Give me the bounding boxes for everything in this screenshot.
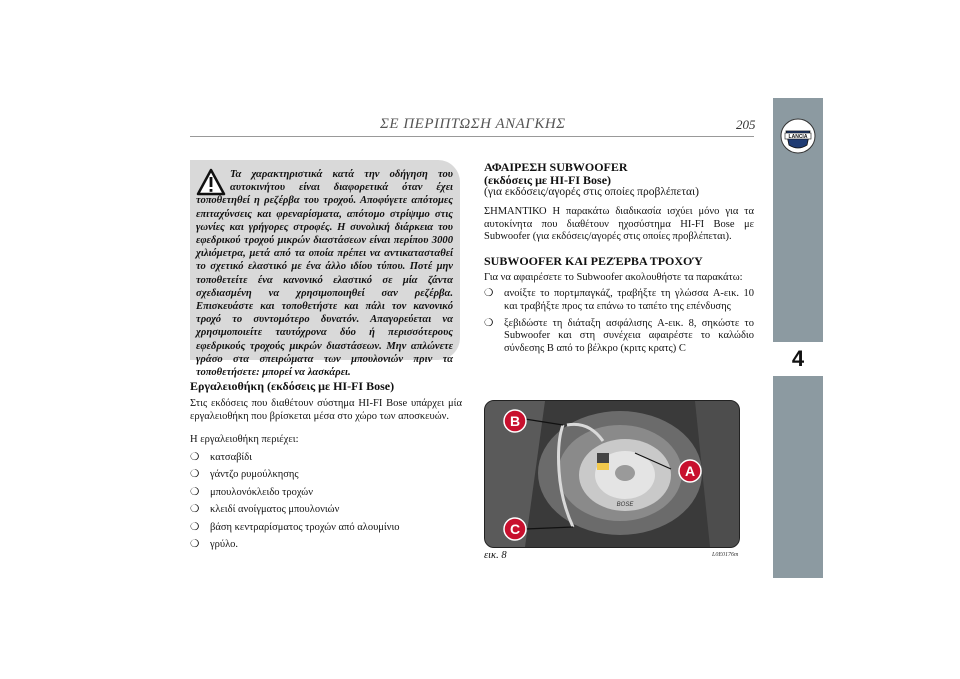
figure-caption: εικ. 8 — [484, 550, 507, 561]
list-item: ❍ γάντζο ρυμούλκησης — [190, 469, 299, 481]
bose-brand: BOSE — [616, 502, 634, 508]
toolkit-contains: Η εργαλειοθήκη περιέχει: — [190, 434, 299, 445]
chapter-number: 4 — [773, 342, 823, 376]
list-item: ❍ κατσαβίδι — [190, 452, 253, 463]
svg-text:A: A — [684, 463, 696, 479]
header-rule — [190, 136, 754, 137]
list-item: ❍ μπουλονόκλειδο τροχών — [190, 486, 313, 498]
list-item: ❍ ξεβιδώστε τη διάταξη ασφάλισης A-εικ. 8, σηκώστε το Subwoofer και στη συνέχεια αφαιρέστε το καλώδιο σύνδεσης B από το βέλκρο (κριτς κρατς) C — [484, 317, 754, 354]
toolkit-list — [190, 452, 462, 556]
toolkit-title: Εργαλειοθήκη (εκδόσεις με HI-FI Bose) — [190, 379, 395, 393]
toolkit-intro: Στις εκδόσεις που διαθέτουν σύστημα HI-FI Bose υπάρχει μία εργαλειοθήκη που βρίσκεται μέσα στο χώρο των αποσκευών. — [190, 398, 462, 422]
svg-text:B: B — [509, 413, 521, 429]
subwoofer-title-versions: (εκδόσεις με HI-FI Bose) — [484, 173, 612, 187]
label-b — [504, 410, 526, 432]
logo-text: LANCIA — [788, 134, 808, 140]
list-item: ❍ γρύλο. — [190, 538, 239, 550]
important-note: ΣΗΜΑΝΤΙΚΟ Η παρακάτω διαδικασία ισχύει μόνο για τα αυτοκίνητα που διαθέτουν ηχοσύστημα HI-FI Bose με Subwoofer (για εκδόσεις/αγορές στις οποίες προβλέπεται). — [484, 206, 754, 242]
subwoofer-figure — [484, 400, 740, 548]
page-number: 205 — [736, 117, 756, 132]
lancia-logo-icon — [780, 118, 816, 154]
procedure-steps — [484, 288, 754, 360]
svg-text:C: C — [509, 521, 521, 537]
warning-text: Τα χαρακτηριστικά κατά την οδήγηση του αυτοκινήτου είναι διαφορετικά όταν έχει τοποθετηθεί η ρεζέρβα του τροχού. Αποφύγετε απότομες επιταχύνσεις και φρεναρίσματα, απότομο στρίψιμο στις γωνίες και γρήγορες στροφές. Η συνολική διάρκεια του εφεδρικού τροχού μικρών διαστάσεων είναι περίπου 3000 χιλιόμετρα, μετά από τα οποία πρέπει να αντικατασταθεί το σχετικό ελαστικό με ένα άλλο ιδίου τύπου. Ποτέ μην τοποθετείτε ένα κανονικό ελαστικό σε μία ζάντα σχεδιασμένη να χρησιμοποιηθεί σαν ρεζέρβα. Επισκευάστε και τοποθετήστε και πάλι τον κανονικό τροχό το συντομότερο δυνατόν. Απαγορεύεται να χρησιμοποιείτε ταυτόχρονα δύο ή περισσότερους εφεδρικούς τροχούς μικρών διαστάσεων. Μην απλώνετε γράσο στα σπειρώματα των μπουλονιών πριν τα τοποθετήσετε: μπορεί να λασκάρει. — [196, 169, 453, 379]
label-c — [504, 518, 526, 540]
subwoofer-spare-title: SUBWOOFER ΚΑΙ ΡΕΖΈΡΒΑ ΤΡΟΧΟΎ — [484, 254, 703, 268]
list-item: ❍ κλειδί ανοίγματος μπουλονιών — [190, 504, 340, 516]
label-a — [679, 460, 701, 482]
procedure-intro: Για να αφαιρέσετε το Subwoofer ακολουθήστε τα παρακάτω: — [484, 272, 743, 283]
list-item: ❍ βάση κεντραρίσματος τροχών από αλουμίνιο — [190, 521, 400, 533]
chapter-side-tab — [773, 98, 823, 578]
subwoofer-title: ΑΦΑΙΡΕΣΗ SUBWOOFER — [484, 160, 628, 174]
subwoofer-subtitle: (για εκδόσεις/αγορές στις οποίες προβλέπεται) — [484, 186, 699, 198]
figure-code: L0E0176m — [712, 552, 739, 558]
subwoofer-photo-illustration — [485, 401, 739, 547]
running-header: ΣΕ ΠΕΡΙΠΤΩΣΗ ΑΝΑΓΚΗΣ — [380, 116, 566, 132]
list-item: ❍ ανοίξτε το πορτμπαγκάζ, τραβήξτε τη γλώσσα A-εικ. 10 και τραβήξτε προς τα επάνω το ταπέτο της επένδυσης — [484, 288, 754, 312]
